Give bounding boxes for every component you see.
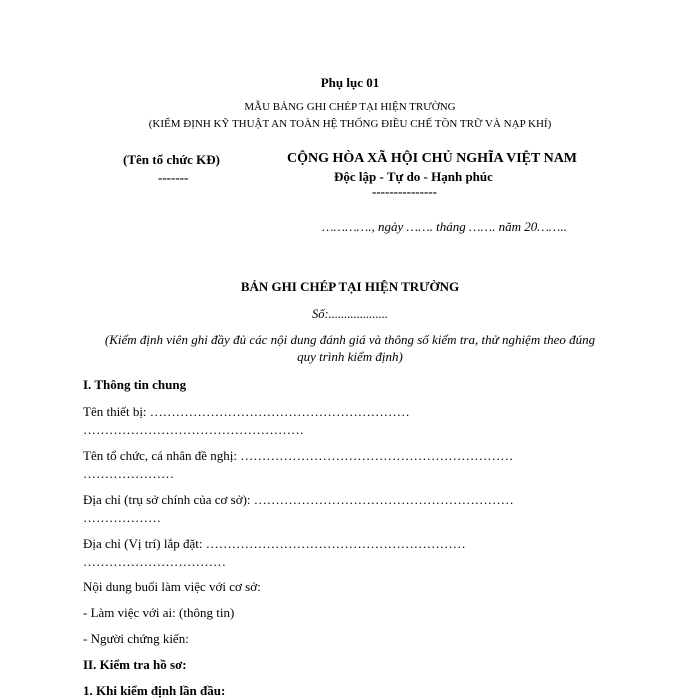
- org-name: (Tên tổ chức KĐ): [123, 152, 220, 167]
- national-motto: Độc lập - Tự do - Hạnh phúc: [334, 169, 493, 184]
- field-meeting-content: Nội dung buổi làm việc với cơ sở:: [83, 579, 261, 594]
- field-address: Địa chỉ (trụ sở chính của cơ sở): ……………………………………………………: [83, 492, 514, 507]
- appendix-title: Phụ lục 01: [320, 75, 380, 90]
- form-name: MẪU BẢNG GHI CHÉP TẠI HIỆN TRƯỜNG: [244, 101, 456, 113]
- field-install-location: Địa chỉ (Vị trí) lắp đặt: ……………………………………………………: [83, 536, 466, 551]
- org-name-underline: -------: [158, 170, 189, 185]
- instruction-line-2: quy trình kiểm định): [297, 349, 403, 364]
- document-title: BẢN GHI CHÉP TẠI HIỆN TRƯỜNG: [240, 279, 460, 294]
- field-witness: - Người chứng kiến:: [83, 631, 189, 646]
- date-line: …………., ngày ……. tháng ……. năm 20……..: [322, 219, 567, 234]
- field-work-with: - Làm việc với ai: (thông tin): [83, 605, 235, 620]
- field-install-location-cont: ……………………………: [83, 554, 226, 569]
- instruction-line-1: (Kiểm định viên ghi đầy đủ các nội dung đánh giá và thông số kiểm tra, thử nghiệm theo đúng: [104, 332, 596, 347]
- motto-underline: ---------------: [372, 184, 437, 199]
- country-name: CỘNG HÒA XÃ HỘI CHỦ NGHĨA VIỆT NAM: [287, 151, 578, 166]
- section-2-heading: II. Kiểm tra hồ sơ:: [83, 657, 187, 672]
- section-1-heading: I. Thông tin chung: [83, 377, 187, 392]
- form-subtitle: (KIỂM ĐỊNH KỸ THUẬT AN TOÀN HỆ THỐNG ĐIỀU CHẾ TỒN TRỮ VÀ NẠP KHÍ): [148, 118, 552, 130]
- field-requester: Tên tổ chức, cá nhân đề nghị: ………………………………………………………: [83, 448, 514, 463]
- section-2-sub-1: 1. Khi kiểm định lần đầu:: [83, 683, 226, 698]
- field-requester-cont: …………………: [83, 466, 174, 481]
- field-device-name-cont: ……………………………………………: [83, 422, 304, 437]
- field-device-name: Tên thiết bị: ……………………………………………………: [83, 404, 410, 419]
- document-number: Số:...................: [311, 307, 389, 321]
- field-address-cont: ………………: [83, 510, 161, 525]
